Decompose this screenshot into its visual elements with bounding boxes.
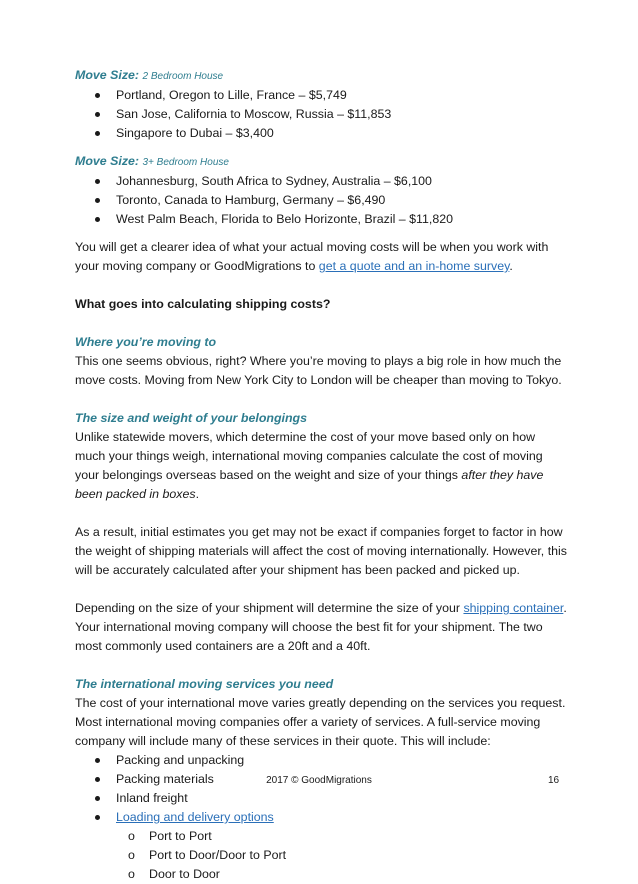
intro-text: You will get a clearer idea of what your actual moving costs will be when you work with your moving company or GoodMigrations to xyxy=(75,240,549,273)
list-item: Toronto, Canada to Hamburg, Germany – $6,490 xyxy=(75,191,567,210)
list-item xyxy=(75,808,567,827)
sub-item-text: Port to Port xyxy=(149,829,212,843)
size-text: Unlike statewide movers, which determine the cost of your move based only on how much your things weigh, international moving companies calculate the cost of moving your belongings overseas based on the weight and size of your things xyxy=(75,430,543,482)
move-size-heading-1 xyxy=(75,66,567,86)
container-text: Depending on the size of your shipment will determine the size of your xyxy=(75,601,464,615)
shipping-container-link[interactable]: shipping container xyxy=(463,601,564,615)
intro-paragraph xyxy=(75,238,567,276)
delivery-options-list xyxy=(75,827,567,884)
size-text-end: . xyxy=(195,487,200,501)
page-number: 16 xyxy=(548,775,560,786)
services-list xyxy=(75,751,567,827)
sub-bullet-marker: o xyxy=(128,867,135,881)
section-question-heading: What goes into calculating shipping costs? xyxy=(75,297,331,311)
estimates-paragraph: As a result, initial estimates you get may not be exact if companies forget to factor in how the weight of shipping materials will affect the cost of moving internationally. However, this will be accurately calculated after your shipment has been packed and picked up. xyxy=(75,525,567,577)
sub-bullet-marker: o xyxy=(128,829,135,843)
move-size-value: 3+ Bedroom House xyxy=(142,157,229,168)
list-item: West Palm Beach, Florida to Belo Horizonte, Brazil – $11,820 xyxy=(75,210,567,229)
size-heading: The size and weight of your belongings xyxy=(75,411,307,425)
move-size-value: 2 Bedroom House xyxy=(142,71,224,82)
move-size-label: Move Size: xyxy=(75,154,140,168)
container-paragraph xyxy=(75,599,567,656)
services-heading: The international moving services you need xyxy=(75,677,334,691)
list-item: Packing and unpacking xyxy=(75,751,567,770)
footer-copyright: 2017 © GoodMigrations xyxy=(266,775,372,786)
move-size-heading-2 xyxy=(75,152,567,172)
list-item: Inland freight xyxy=(75,789,567,808)
sub-item-text: Port to Door/Door to Port xyxy=(149,848,287,862)
list-item xyxy=(75,846,567,865)
sub-bullet-marker: o xyxy=(128,848,135,862)
quote-survey-link[interactable]: get a quote and an in-home survey xyxy=(318,259,510,273)
list-item xyxy=(75,865,567,884)
list-item: San Jose, California to Moscow, Russia – $11,853 xyxy=(75,105,567,124)
size-paragraph xyxy=(75,428,567,504)
intro-text-end: . xyxy=(509,259,513,273)
list-item: Singapore to Dubai – $3,400 xyxy=(75,124,567,143)
route-list-2 xyxy=(75,172,567,229)
where-paragraph: This one seems obvious, right? Where you’re moving to plays a big role in how much the move costs. Moving from New York City to London will be cheaper than moving to Tokyo. xyxy=(75,354,562,387)
loading-delivery-link[interactable]: Loading and delivery options xyxy=(116,810,274,824)
container-text-end: . Your international moving company will choose the best fit for your shipment. The two most commonly used containers are a 20ft and a 40ft. xyxy=(75,601,567,653)
list-item: Johannesburg, South Africa to Sydney, Australia – $6,100 xyxy=(75,172,567,191)
sub-item-text: Door to Door xyxy=(149,867,220,881)
list-item: Portland, Oregon to Lille, France – $5,749 xyxy=(75,86,567,105)
where-heading: Where you’re moving to xyxy=(75,335,217,349)
document-page xyxy=(75,66,567,884)
size-text-italic: after they have been packed in boxes xyxy=(75,468,544,501)
move-size-label: Move Size: xyxy=(75,68,140,82)
list-item xyxy=(75,827,567,846)
list-item: Packing materials xyxy=(75,770,567,789)
services-paragraph: The cost of your international move varies greatly depending on the services you request. Most international moving companies offer a variety of services. A full-service moving company will include many of these services in their quote. This will include: xyxy=(75,696,566,748)
route-list-1 xyxy=(75,86,567,143)
